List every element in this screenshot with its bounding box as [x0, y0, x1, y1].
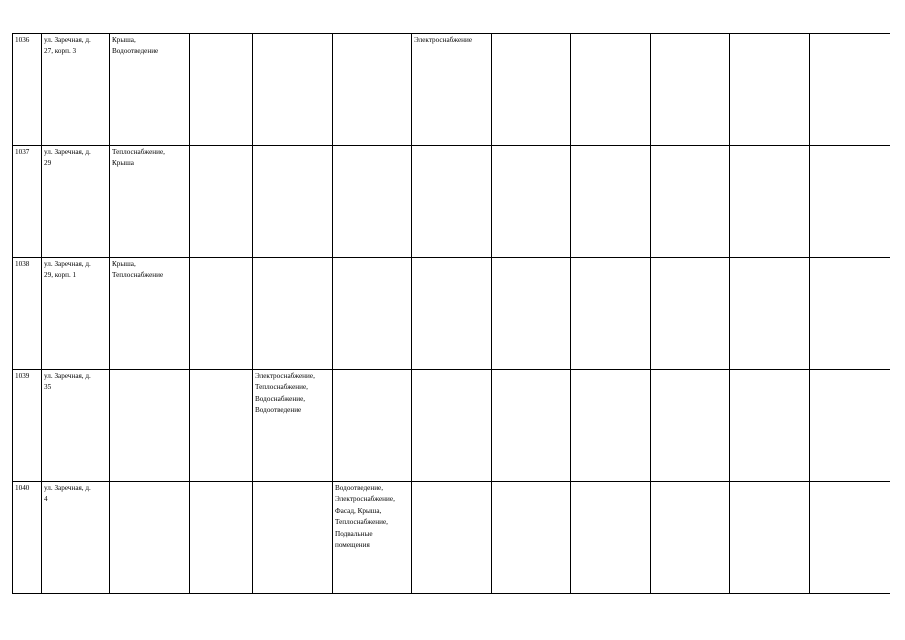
empty-cell [492, 34, 571, 146]
works-cell [333, 146, 412, 258]
empty-cell [730, 482, 810, 594]
table-row [13, 146, 890, 258]
address-text: ул. Заречная, д. 29 [44, 148, 91, 168]
table-row [13, 370, 890, 482]
works-cell [253, 370, 333, 482]
empty-cell [810, 370, 890, 482]
empty-cell [810, 146, 890, 258]
empty-cell [810, 482, 890, 594]
address-cell [42, 370, 110, 482]
row-number: 1037 [15, 148, 30, 156]
empty-cell [730, 34, 810, 146]
works-cell [412, 258, 492, 370]
empty-cell [651, 258, 730, 370]
works-cell [190, 482, 253, 594]
works-cell [333, 258, 412, 370]
works-cell [412, 34, 492, 146]
works-cell [110, 370, 190, 482]
works-cell [333, 482, 412, 594]
works-text: Крыша, Теплоснабжение [112, 260, 164, 280]
row-number: 1036 [15, 36, 30, 44]
address-text: ул. Заречная, д. 29, корп. 1 [44, 260, 91, 280]
works-cell [333, 370, 412, 482]
empty-cell [651, 34, 730, 146]
address-text: ул. Заречная, д. 27, корп. 3 [44, 36, 91, 56]
empty-cell [730, 146, 810, 258]
empty-cell [571, 34, 651, 146]
row-number-cell [13, 482, 42, 594]
works-cell [253, 258, 333, 370]
works-text: Теплоснабжение, Крыша [112, 148, 165, 168]
row-number: 1038 [15, 260, 30, 268]
row-number-cell [13, 146, 42, 258]
works-text: Электроснабжение, Теплоснабжение, Водоснабжение, Водоотведение [255, 372, 315, 415]
table-row [13, 258, 890, 370]
row-number: 1039 [15, 372, 30, 380]
empty-cell [571, 146, 651, 258]
works-cell [412, 146, 492, 258]
row-number-cell [13, 34, 42, 146]
works-cell [333, 34, 412, 146]
works-cell [190, 370, 253, 482]
empty-cell [571, 258, 651, 370]
works-cell [253, 34, 333, 146]
table-row [13, 482, 890, 594]
address-cell [42, 482, 110, 594]
empty-cell [810, 34, 890, 146]
works-text: Электроснабжение [414, 36, 473, 44]
empty-cell [492, 146, 571, 258]
table-row [13, 34, 890, 146]
works-cell [190, 34, 253, 146]
works-cell [110, 482, 190, 594]
empty-cell [730, 370, 810, 482]
address-cell [42, 258, 110, 370]
table-body [13, 34, 890, 594]
empty-cell [651, 146, 730, 258]
works-cell [253, 146, 333, 258]
address-text: ул. Заречная, д. 35 [44, 372, 91, 392]
works-cell [190, 258, 253, 370]
address-text: ул. Заречная, д. 4 [44, 484, 91, 504]
row-number-cell [13, 258, 42, 370]
works-table [12, 33, 890, 594]
empty-cell [651, 370, 730, 482]
empty-cell [571, 482, 651, 594]
works-text: Крыша, Водоотведение [112, 36, 159, 56]
empty-cell [651, 482, 730, 594]
empty-cell [571, 370, 651, 482]
works-cell [110, 146, 190, 258]
empty-cell [810, 258, 890, 370]
works-cell [190, 146, 253, 258]
row-number: 1040 [15, 484, 30, 492]
works-cell [412, 370, 492, 482]
works-cell [253, 482, 333, 594]
row-number-cell [13, 370, 42, 482]
empty-cell [492, 258, 571, 370]
works-cell [110, 34, 190, 146]
empty-cell [730, 258, 810, 370]
works-text: Водоотведение, Электроснабжение, Фасад, Крыша, Теплоснабжение, Подвальные помещения [335, 484, 395, 550]
address-cell [42, 146, 110, 258]
works-cell [110, 258, 190, 370]
empty-cell [492, 370, 571, 482]
empty-cell [492, 482, 571, 594]
address-cell [42, 34, 110, 146]
works-cell [412, 482, 492, 594]
